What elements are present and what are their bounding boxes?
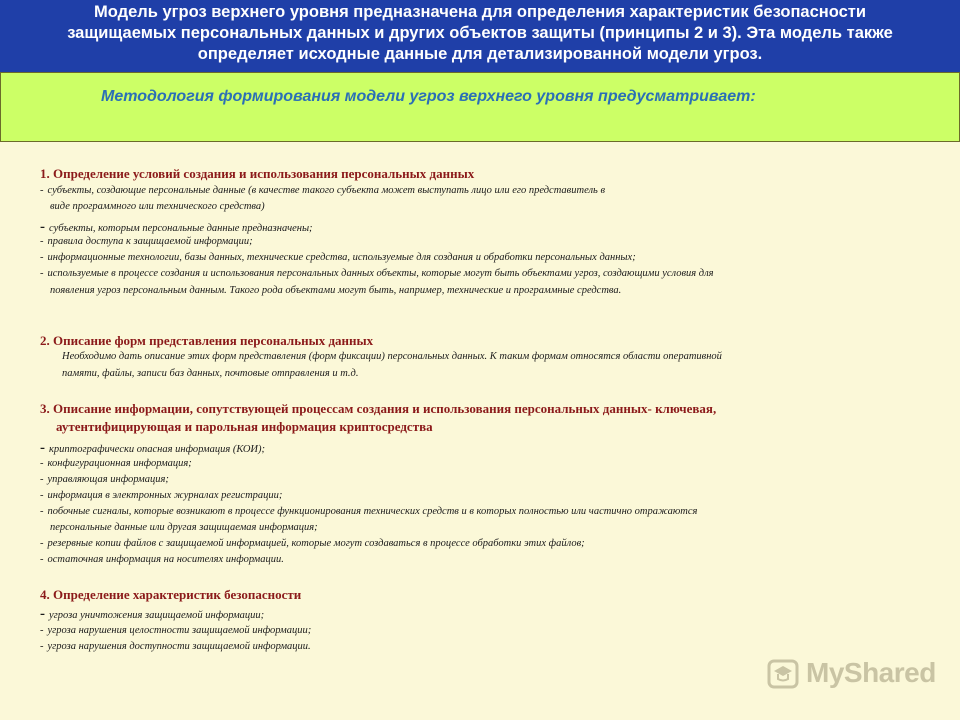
watermark-text: MyShared bbox=[806, 657, 936, 688]
list-item: Необходимо дать описание этих форм представления (форм фиксации) персональных данных. К таким формам относятся области оперативной bbox=[62, 351, 722, 362]
header-line-1: Модель угроз верхнего уровня предназначена для определения характеристик безопасности bbox=[94, 3, 866, 21]
list-item: - правила доступа к защищаемой информации; bbox=[40, 236, 253, 247]
list-item: виде программного или технического средства) bbox=[50, 201, 265, 212]
list-item: появления угроз персональным данным. Такого рода объектами могут быть, например, технические и программные средства. bbox=[50, 285, 622, 296]
section-3-title: 3. Описание информации, сопутствующей процессам создания и использования персональных данных- ключевая, bbox=[40, 401, 717, 416]
list-item: - информационные технологии, базы данных, технические средства, используемые для создания и обработки персональных данных; bbox=[40, 252, 636, 263]
header-line-2: защищаемых персональных данных и других объектов защиты (принципы 2 и 3). Эта модель также bbox=[67, 24, 893, 42]
list-item: - угроза нарушения целостности защищаемой информации; bbox=[40, 625, 312, 636]
list-item: - управляющая информация; bbox=[40, 474, 169, 485]
methodology-banner bbox=[0, 72, 960, 142]
list-item: памяти, файлы, записи баз данных, почтовые отправления и т.д. bbox=[62, 368, 359, 379]
list-item: - используемые в процессе создания и использования персональных данных объекты, которые могут быть объектами угроз, создающими условия для bbox=[40, 268, 714, 279]
methodology-title: Методология формирования модели угроз верхнего уровня предусматривает: bbox=[101, 88, 756, 105]
header-line-3: определяет исходные данные для детализированной модели угроз. bbox=[197, 45, 763, 63]
section-2-title: 2. Описание форм представления персональных данных bbox=[40, 333, 374, 348]
list-item: - информация в электронных журналах регистрации; bbox=[40, 490, 283, 501]
myshared-watermark bbox=[766, 655, 936, 691]
list-item: - резервные копии файлов с защищаемой информацией, которые могут создаваться в процессе обработки этих файлов; bbox=[40, 538, 585, 549]
list-item: - побочные сигналы, которые возникают в процессе функционирования технических средств и в которых полностью или частично отражаются bbox=[40, 506, 698, 517]
list-item: - конфигурационная информация; bbox=[40, 458, 192, 469]
list-item: - субъекты, которым персональные данные предназначены; bbox=[40, 219, 313, 235]
list-item: - угроза нарушения доступности защищаемой информации. bbox=[40, 641, 311, 652]
mortarboard-icon bbox=[766, 655, 800, 691]
section-3-title-cont: аутентифицирующая и парольная информация криптосредства bbox=[56, 419, 433, 434]
list-item: - субъекты, создающие персональные данные (в качестве такого субъекта может выступать лицо или его представитель в bbox=[40, 185, 606, 196]
section-1-title: 1. Определение условий создания и использования персональных данных bbox=[40, 166, 475, 181]
list-item: персональные данные или другая защищаемая информация; bbox=[50, 522, 318, 533]
list-item: - угроза уничтожения защищаемой информации; bbox=[40, 606, 265, 622]
list-item: - криптографически опасная информация (КОИ); bbox=[40, 440, 265, 456]
section-4-title: 4. Определение характеристик безопасности bbox=[40, 587, 302, 602]
slide-header bbox=[0, 0, 960, 72]
list-item: - остаточная информация на носителях информации. bbox=[40, 554, 284, 565]
